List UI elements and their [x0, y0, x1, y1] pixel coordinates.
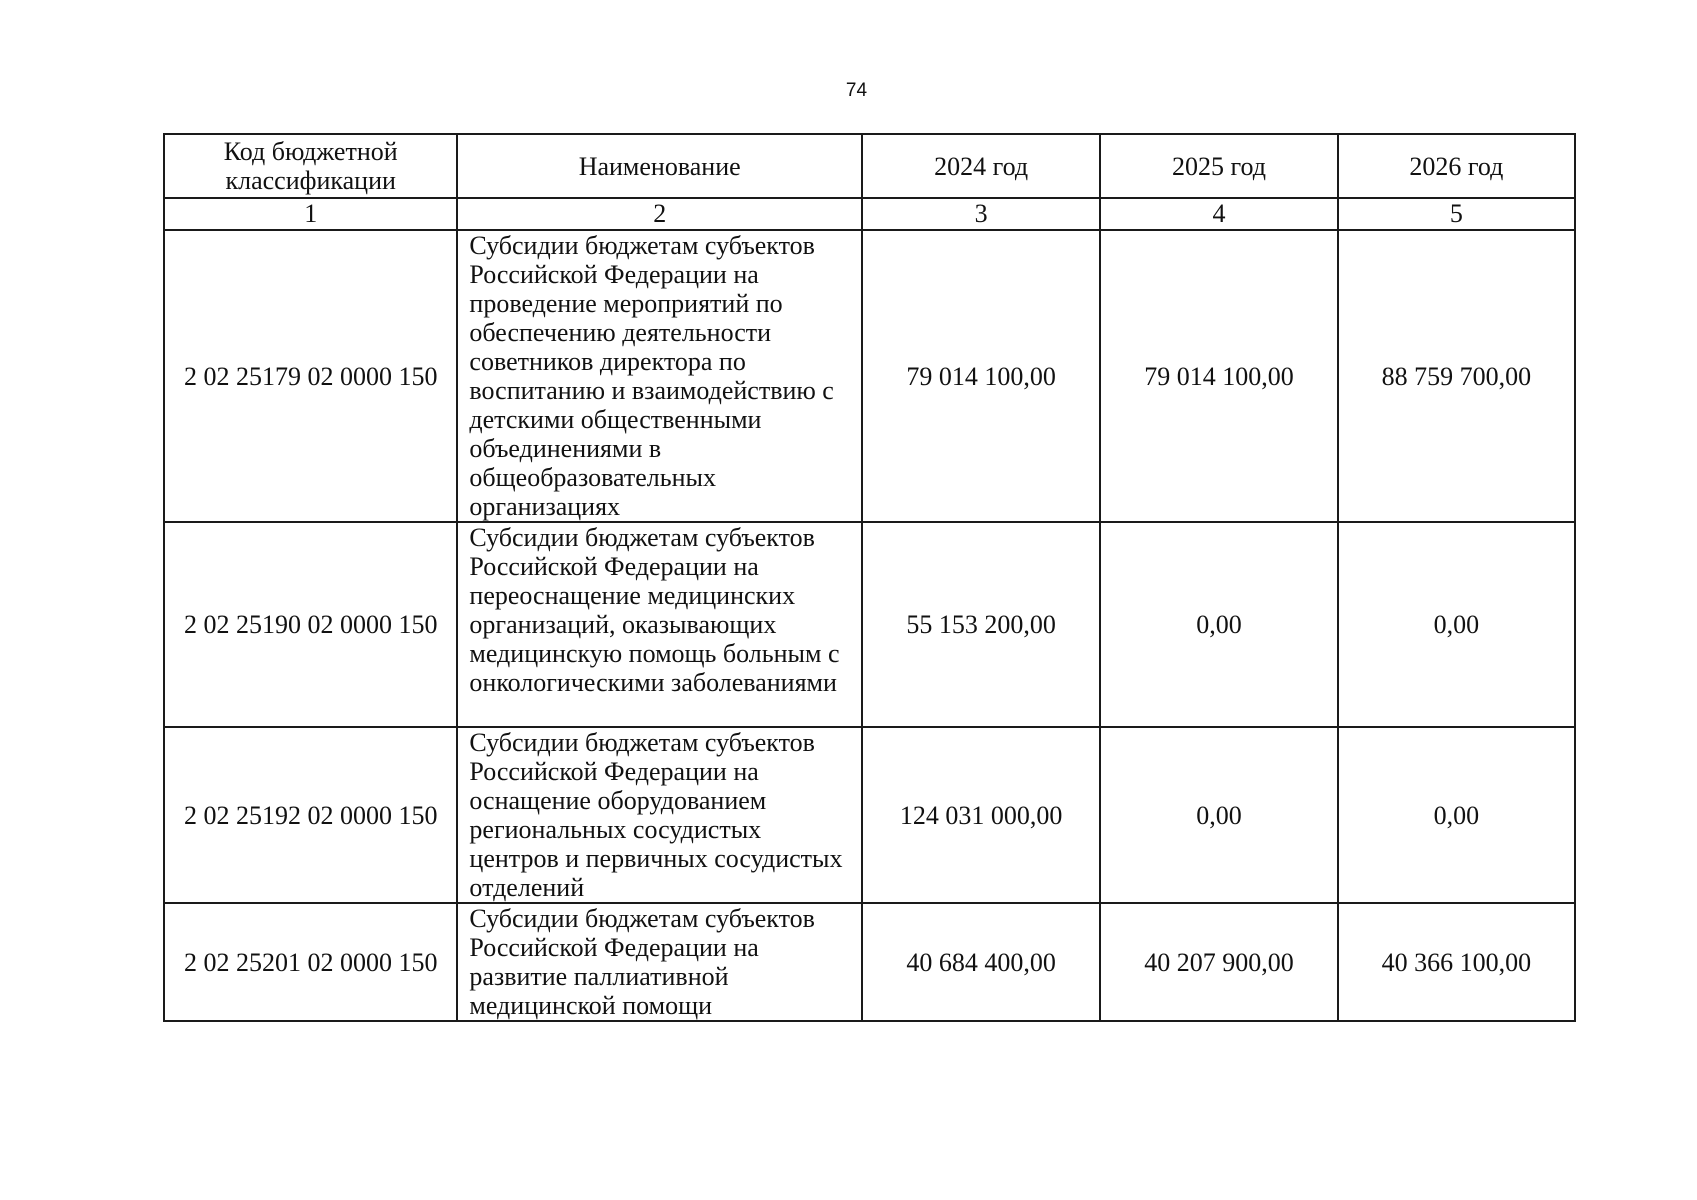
amount-2026-cell: 0,00 [1338, 522, 1575, 727]
amount-2025-cell: 0,00 [1100, 522, 1337, 727]
header-2024: 2024 год [862, 134, 1100, 198]
table-row [164, 230, 1575, 522]
budget-table [163, 133, 1576, 1022]
column-number: 2 [457, 198, 862, 230]
column-number: 3 [862, 198, 1100, 230]
column-number: 1 [164, 198, 457, 230]
header-2025: 2025 год [1100, 134, 1337, 198]
budget-code-cell: 2 02 25179 02 0000 150 [164, 230, 457, 522]
column-number-row [164, 198, 1575, 230]
budget-code-cell: 2 02 25201 02 0000 150 [164, 903, 457, 1021]
amount-2025-cell: 0,00 [1100, 727, 1337, 903]
amount-2025-cell: 79 014 100,00 [1100, 230, 1337, 522]
column-number: 5 [1338, 198, 1575, 230]
amount-2024-cell: 124 031 000,00 [862, 727, 1100, 903]
name-cell: Субсидии бюджетам субъектов Российской Федерации на переоснащение медицинских организаций, оказывающих медицинскую помощь больным с онкологическими заболеваниями [457, 522, 862, 727]
header-2026: 2026 год [1338, 134, 1575, 198]
amount-2026-cell: 0,00 [1338, 727, 1575, 903]
header-code: Код бюджетной классификации [164, 134, 457, 198]
page-number: 74 [845, 80, 868, 101]
amount-2026-cell: 40 366 100,00 [1338, 903, 1575, 1021]
table-row [164, 903, 1575, 1021]
amount-2025-cell: 40 207 900,00 [1100, 903, 1337, 1021]
header-name: Наименование [457, 134, 862, 198]
budget-code-cell: 2 02 25190 02 0000 150 [164, 522, 457, 727]
amount-2024-cell: 55 153 200,00 [862, 522, 1100, 727]
column-number: 4 [1100, 198, 1337, 230]
amount-2024-cell: 79 014 100,00 [862, 230, 1100, 522]
name-cell: Субсидии бюджетам субъектов Российской Федерации на оснащение оборудованием региональных сосудистых центров и первичных сосудистых отделений [457, 727, 862, 903]
budget-code-cell: 2 02 25192 02 0000 150 [164, 727, 457, 903]
amount-2026-cell: 88 759 700,00 [1338, 230, 1575, 522]
name-cell: Субсидии бюджетам субъектов Российской Федерации на развитие паллиативной медицинской помощи [457, 903, 862, 1021]
table-row [164, 727, 1575, 903]
name-cell: Субсидии бюджетам субъектов Российской Федерации на проведение мероприятий по обеспечению деятельности советников директора по воспитанию и взаимодействию с детскими общественными объединениями в общеобразовательных организациях [457, 230, 862, 522]
amount-2024-cell: 40 684 400,00 [862, 903, 1100, 1021]
table-row [164, 522, 1575, 727]
table-header-row [164, 134, 1575, 198]
